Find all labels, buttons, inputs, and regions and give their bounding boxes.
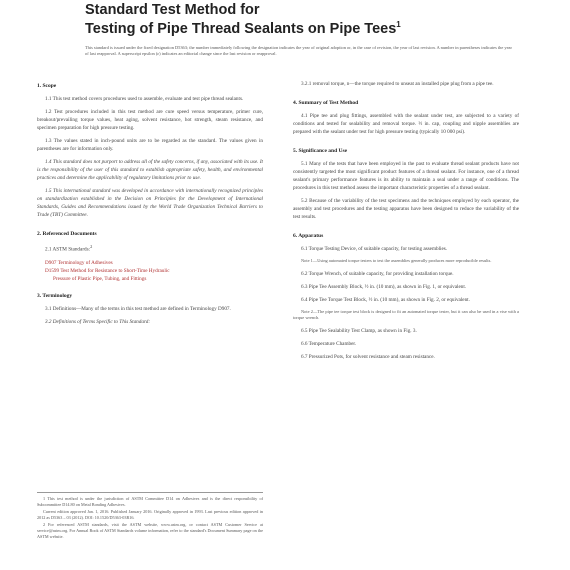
section-heading-summary: 4. Summary of Test Method [293, 100, 359, 106]
paragraph-5-1: 5.1 Many of the tests that have been employed in the past to evaluate thread sealant products have not consistently targeted the most significant product features of a thread sealant. For instance, one of a thread sealant's primary performance features is its ability to maintain a seal under a range of conditions. The procedures in this test method assess the important characteristic properties of a thread sealant. [293, 161, 519, 191]
section-heading-referenced-documents: 2. Referenced Documents [37, 231, 97, 237]
ref-link-d907[interactable]: D907 Terminology of Adhesives [45, 259, 113, 266]
title-text: Testing of Pipe Thread Sealants on Pipe Tees [85, 20, 397, 37]
designation-notice: This standard is issued under the fixed designation D5363; the number immediately following the designation indicates the year of original adoption or, in the case of revision, the year of last revision. A number in parentheses indicates the year of last reapproval. A superscript epsilon (ε) indicates an editorial change since the last revision or reapproval. [85, 45, 512, 56]
ref-link-d1599[interactable]: D1599 Test Method for Resistance to Short-Time Hydraulic [45, 267, 170, 274]
title-footnote-marker: 1 [396, 20, 401, 29]
left-column [37, 82, 263, 331]
paragraph-1-5: 1.5 This international standard was developed in accordance with internationally recognized principles on standardization established in the Decision on Principles for the Development of International Standards, Guides and Recommendations issued by the World Trade Organization Technical Barriers to Trade (TBT) Committee. [37, 188, 263, 218]
footnote-edition: Current edition approved Jan. 1, 2016. Published January 2016. Originally approved in 1993. Last previous edition approved in 2012 as D5363 – 03 (2012). DOI: 10.1520/D5363-03R16. [37, 509, 263, 520]
paragraph-1-1: 1.1 This test method covers procedures used to assemble, evaluate and test pipe thread sealants. [45, 96, 244, 102]
paragraph-1-3: 1.3 The values stated in inch-pound units are to be regarded as the standard. The values given in parentheses are for information only. [37, 138, 263, 152]
footnote-2: 2 For referenced ASTM standards, visit the ASTM website, www.astm.org, or contact ASTM Customer Service at service@astm.org. For Annual Book of ASTM Standards volume information, refer to the standard's Document Summary page on the ASTM website. [37, 522, 263, 539]
note-1: Note 1—Using automated torque testers to test the assemblies generally produces more reproducible results. [301, 258, 492, 263]
ref-link-d1599-cont[interactable]: Pressure of Plastic Pipe, Tubing, and Fittings [53, 275, 147, 282]
paragraph-3-2-1: 3.2.1 removal torque, n—the torque required to unseat an installed pipe plug from a pipe tee. [301, 81, 494, 87]
paragraph-6-2: 6.2 Torque Wrench, of suitable capacity, for providing installation torque. [301, 270, 454, 277]
section-heading-terminology: 3. Terminology [37, 292, 73, 299]
paragraph-1-4: 1.4 This standard does not purport to address all of the safety concerns, if any, associated with its use. It is the responsibility of the user of this standard to establish appropriate safety, health, and environmental practices and determine the applicability of regulatory limitations prior to use. [37, 159, 263, 181]
paragraph-6-6: 6.6 Temperature Chamber. [301, 340, 357, 347]
ref-intro [37, 243, 263, 254]
paragraph-6-3: 6.3 Pipe Tee Assembly Block, ½ in. (10 mm), as shown in Fig. 1, or equivalent. [301, 283, 467, 290]
paragraph-6-5: 6.5 Pipe Tee Sealability Test Clamp, as shown in Fig. 3. [301, 327, 417, 334]
paragraph-3-2: 3.2 Definitions of Terms Specific to This Standard: [45, 318, 151, 325]
referenced-documents-list [37, 243, 263, 283]
paragraph-3-1: 3.1 Definitions—Many of the terms in this test method are defined in Terminology D907. [45, 305, 231, 312]
title-line-2 [85, 17, 401, 37]
footnote-1: 1 This test method is under the jurisdiction of ASTM Committee D14 on Adhesives and is the direct responsibility of Subcommittee D14.80 on Metal Bonding Adhesives. [37, 496, 263, 507]
paragraph-6-7: 6.7 Pressurized Pots, for solvent resistance and steam resistance. [301, 353, 435, 360]
section-heading-scope: 1. Scope [37, 83, 57, 89]
paragraph-6-4: 6.4 Pipe Tee Torque Test Block, ½ in. (10 mm), as shown in Fig. 2, or equivalent. [301, 296, 470, 303]
paragraph-4-1: 4.1 Pipe tee and plug fittings, assembled with the sealant under test, are subjected to a variety of conditions and tested for sealability and removal torque. ½ in. cap, coupling and nipple assemblies are prepared with the sealant under test for high pressure testing (typically 10 000 psi). [293, 113, 519, 135]
paragraph-1-2: 1.2 Test procedures included in this test method are cure speed versus temperature, primer cure, breakout/prevailing torque values, heat aging, solvent resistance, hot strength, steam resistance, and specimen preparation for high pressure testing. [37, 109, 263, 131]
ref-intro-sup: 2 [90, 244, 93, 249]
footnotes [37, 492, 263, 541]
section-heading-significance: 5. Significance and Use [293, 148, 348, 154]
section-heading-apparatus: 6. Apparatus [293, 233, 324, 239]
paragraph-5-2: 5.2 Because of the variability of the test specimens and the techniques employed by each operator, the assembly and test procedures and the testing apparatus have been designed to reduce the variability of the test results. [293, 198, 519, 220]
right-column [293, 80, 519, 366]
title-line-1: Standard Test Method for [85, 2, 260, 18]
paragraph-6-1: 6.1 Torque Testing Device, of suitable capacity, for testing assemblies. [301, 246, 448, 252]
ref-intro-text: 2.1 ASTM Standards: [45, 246, 91, 253]
note-2: Note 2—The pipe tee torque test block is designed to fit an automated torque tester, but it can also be used in a vise with a torque wrench. [293, 308, 519, 320]
